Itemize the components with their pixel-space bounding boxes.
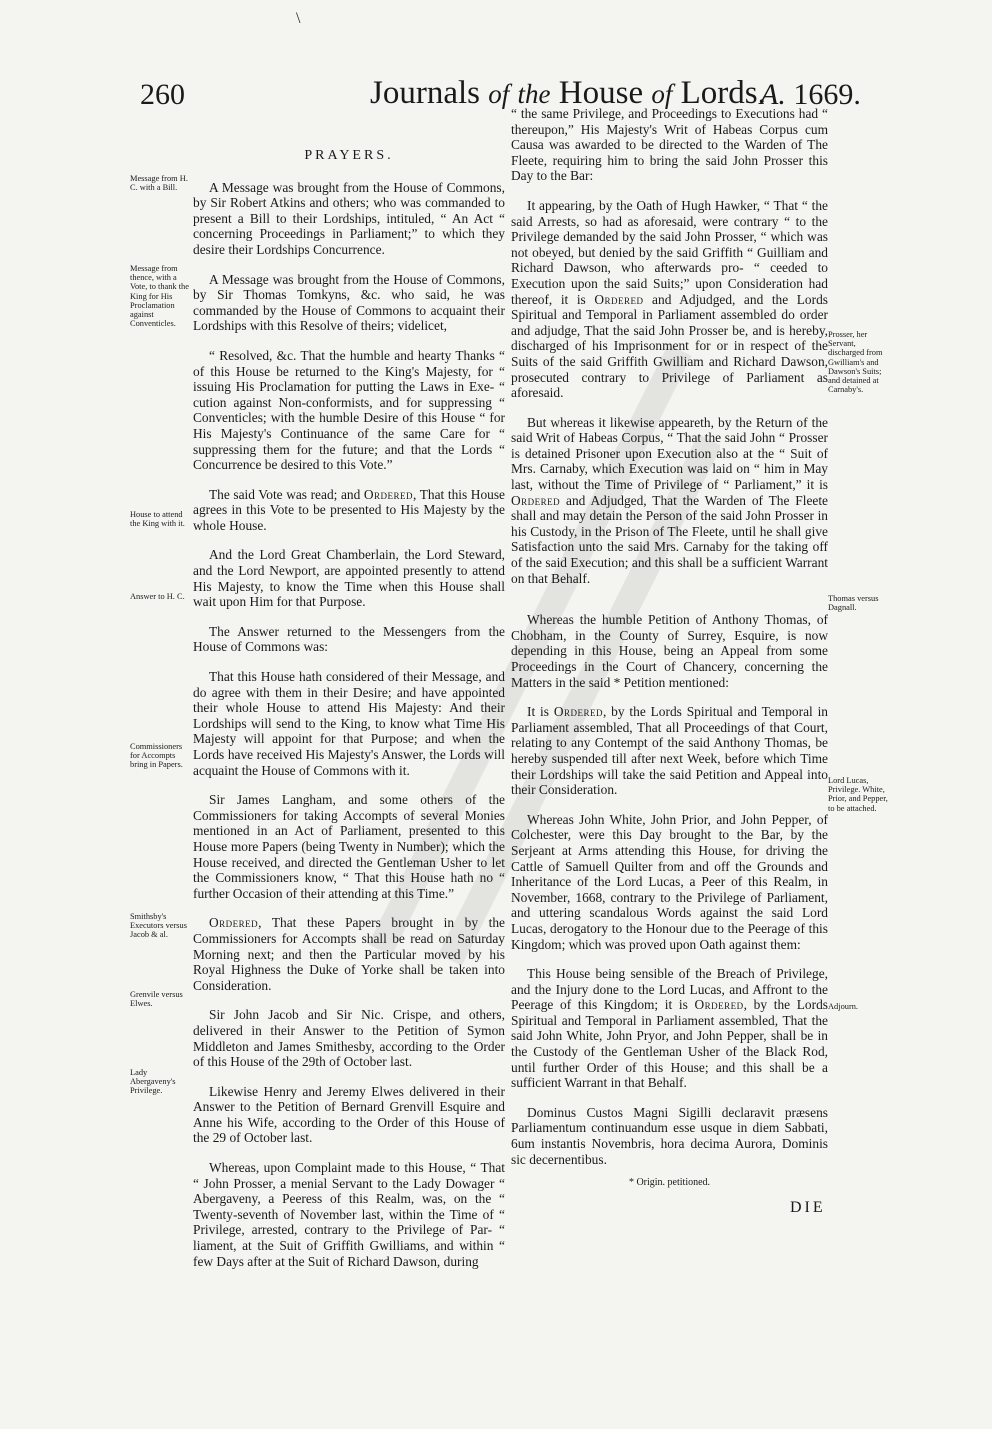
margin-note: Adjourn. (828, 1002, 859, 1011)
margin-note: Thomas versus Dagnall. (828, 594, 879, 613)
paragraph: Sir John Jacob and Sir Nic. Crispe, and others, delivered in their Answer to the Petition of Symon Middleton and James Smithesby, according to the Order of this House of the 29th of October last. (193, 1007, 505, 1070)
paragraph: A Message was brought from the House of Commons, by Sir Thomas Tomkyns, &c. who said, he was commanded by the House of Commons to acquaint their Lordships with this Resolve of theirs; videlicet, (193, 271, 505, 334)
paragraph: This House being sensible of the Breach of Privilege, and the Injury done to the Lord Lucas, and Affront to the Peerage of this Kingdom; it is Ordered, by the Lords Spiritual and Temporal in Parliament assembled, That the said John White, John Pryor, and John Pepper, shall be in the Custody of the Gentleman Usher of the Black Rod, until further Order of this House; and this shall be a sufficient Warrant in that Behalf. (511, 966, 828, 1091)
margin-note: Prosser, her Servant, discharged from Gwilliam's and Dawson's Suits; and detained at Carnaby's. (828, 330, 883, 395)
right-column (511, 106, 828, 1191)
paragraph: The said Vote was read; and Ordered, That this House agrees in this Vote to be presented to His Majesty by the whole House. (193, 486, 505, 533)
margin-note: House to attend the King with it. (130, 510, 185, 529)
paragraph: Whereas John White, John Prior, and John Pepper, of Colchester, were this Day brought to the Bar, by the Serjeant at Arms attending this House, for driving the Cattle of Samuell Quilter from and off the Grounds and Inheritance of the Lord Lucas, a Peer of this Realm, in November, 1668, contrary to the Privilege of Parliament, and uttering scandalous Words against the said Lord Lucas, derogatory to the Honour due to the Peerage of this Kingdom; which was proved upon Oath against them: (511, 811, 828, 952)
paragraph: But whereas it likewise appeareth, by the Return of the said Writ of Habeas Corpus, “ That the said John “ Prosser is detained Prisoner upon Execution also at the “ Suit of Mrs. Carnaby, which Execution was laid on “ him in May last, without the Time of Privilege of “ Parliament,” it is Ordered and Adjudged, That the Warden of The Fleete shall and may detain the Person of the said John Prosser in his Custody, in the Prison of The Fleete, until he shall give Satisfaction unto the said Mrs. Carnaby for the taking off of the said Execution; and this shall be a sufficient Warrant on that Behalf. (511, 414, 828, 586)
footnote: * Origin. petitioned. (628, 1177, 711, 1189)
paragraph: It appearing, by the Oath of Hugh Hawker, “ That “ the said Arrests, so had as aforesaid, were contrary “ to the Privilege demanded by the said John Prosser, “ which was not obeyed, but denied by the said Griffith “ Guilliam and Richard Dawson, who afterwards pro- “ ceeded to Execution upon the said Suits;” upon Consideration had thereof, it is Ordered and Adjudged, and the Lords Spiritual and Temporal in Parliament assembled do order and adjudge, That the said John Prosser be, and is hereby, discharged of his Imprisonment for or in respect of the Suits of the said Griffith Gwilliam and Richard Dawson, prosecuted contrary to Privilege of Parliament as aforesaid. (511, 197, 828, 401)
margin-note: Message from H. C. with a Bill. (130, 174, 188, 193)
paragraph: Sir James Langham, and some others of the Commissioners for taking Accompts of several Monies mentioned in an Act of Parliament, presented to this House more Papers (being Twenty in Number); which the House received, and directed the Gentleman Usher to let the Commissioners know, “ That this House hath no “ further Occasion of their attending at this Time.” (193, 792, 505, 901)
left-column (193, 148, 505, 1283)
paragraph: “ the same Privilege, and Proceedings to Executions had “ thereupon,” His Majesty's Writ of Habeas Corpus cum Causa was awarded to be directed to the Warden of The Fleete, requiring him to bring the said John Prosser this Day to the Bar: (511, 106, 828, 184)
margin-note: Commissioners for Accompts bring in Papers. (130, 742, 183, 770)
ink-mark: \ (296, 10, 301, 27)
margin-note: Answer to H. C. (130, 592, 185, 601)
paragraph: A Message was brought from the House of Commons, by Sir Robert Atkins and others; who was commanded to present a Bill to their Lordships, intituled, “ An Act “ concerning Proceedings in Parliament;” to which they desire their Lordships Concurrence. (193, 179, 505, 257)
paragraph: It is Ordered, by the Lords Spiritual and Temporal in Parliament assembled, That all Proceedings of that Court, relating to any Contempt of the said Anthony Thomas, be hereby suspended till after next Week, before which Time their Lordships will take the said Petition and Appeal into their Consideration. (511, 704, 828, 798)
margin-note: Lord Lucas, Privilege. White, Prior, and Pepper, to be attached. (828, 776, 888, 813)
margin-note: Grenvile versus Elwes. (130, 990, 183, 1009)
margin-note: Lady Abergaveny's Privilege. (130, 1068, 176, 1096)
paragraph: Ordered, That these Papers brought in by the Commissioners for Accompts shall be read on Saturday Morning next; and then the Particular moved by his Royal Highness the Duke of Yorke shall be taken into Consideration. (193, 915, 505, 993)
paragraph: The Answer returned to the Messengers from the House of Commons was: (193, 623, 505, 655)
catchword: DIE (790, 1199, 826, 1216)
year-heading: A. 1669. (760, 78, 861, 111)
margin-note: Message from thence, with a Vote, to thank the King for His Proclamation against Conventicles. (130, 264, 189, 329)
paragraph: Likewise Henry and Jeremy Elwes delivered in their Answer to the Petition of Bernard Grenvill Esquire and Anne his Wife, according to the Order of this House of the 29 of October last. (193, 1083, 505, 1146)
prayers-heading: PRAYERS. (304, 148, 394, 163)
paragraph: Dominus Custos Magni Sigilli declaravit præsens Parliamentum continuandum esse usque in diem Sabbati, 6um instantis Novembris, hora decima Aurora, Dominis sic decernentibus. (511, 1104, 828, 1167)
paragraph: Whereas, upon Complaint made to this House, “ That “ John Prosser, a menial Servant to the Lady Dowager “ Abergaveny, a Peeress of this Realm, was, on the “ Twenty-seventh of November last, within the Time of “ Privilege, arrested, contrary to the Privilege of Par- “ liament, at the Suit of Griffith Gwilliams, and within “ few Days after at the Suit of Richard Dawson, during (193, 1160, 505, 1269)
running-title: Journals of the House of Lords. (370, 75, 766, 111)
margin-note: Smithsby's Executors versus Jacob & al. (130, 912, 187, 940)
page-number: 260 (140, 78, 185, 111)
paragraph: That this House hath considered of their Message, and do agree with them in their Desire; and have appointed their whole House to attend His Majesty: And their Lordships will send to the King, to know what Time His Majesty will appoint for that Purpose; and when the Lords have received His Majesty's Answer, the Lords will acquaint the House of Commons with it. (193, 669, 505, 778)
paragraph: And the Lord Great Chamberlain, the Lord Steward, and the Lord Newport, are appointed presently to attend His Majesty, to know the Time when this House shall wait upon Him for that Purpose. (193, 547, 505, 610)
paragraph: Whereas the humble Petition of Anthony Thomas, of Chobham, in the County of Surrey, Esquire, is now depending in this House, being an Appeal from some Proceedings in the Court of Chancery, concerning the Matters in the said * Petition mentioned: (511, 612, 828, 690)
paragraph: “ Resolved, &c. That the humble and hearty Thanks “ of this House be returned to the King's Majesty, for “ issuing His Proclamation for putting the Laws in Exe- “ cution against Non-conformists, and for suppressing “ Conventicles; with the humble Desire of this House “ for His Majesty's Continuance of the same Care for “ suppressing them for the future; and that the Lords “ Concurrence be desired to this Vote.” (193, 347, 505, 473)
